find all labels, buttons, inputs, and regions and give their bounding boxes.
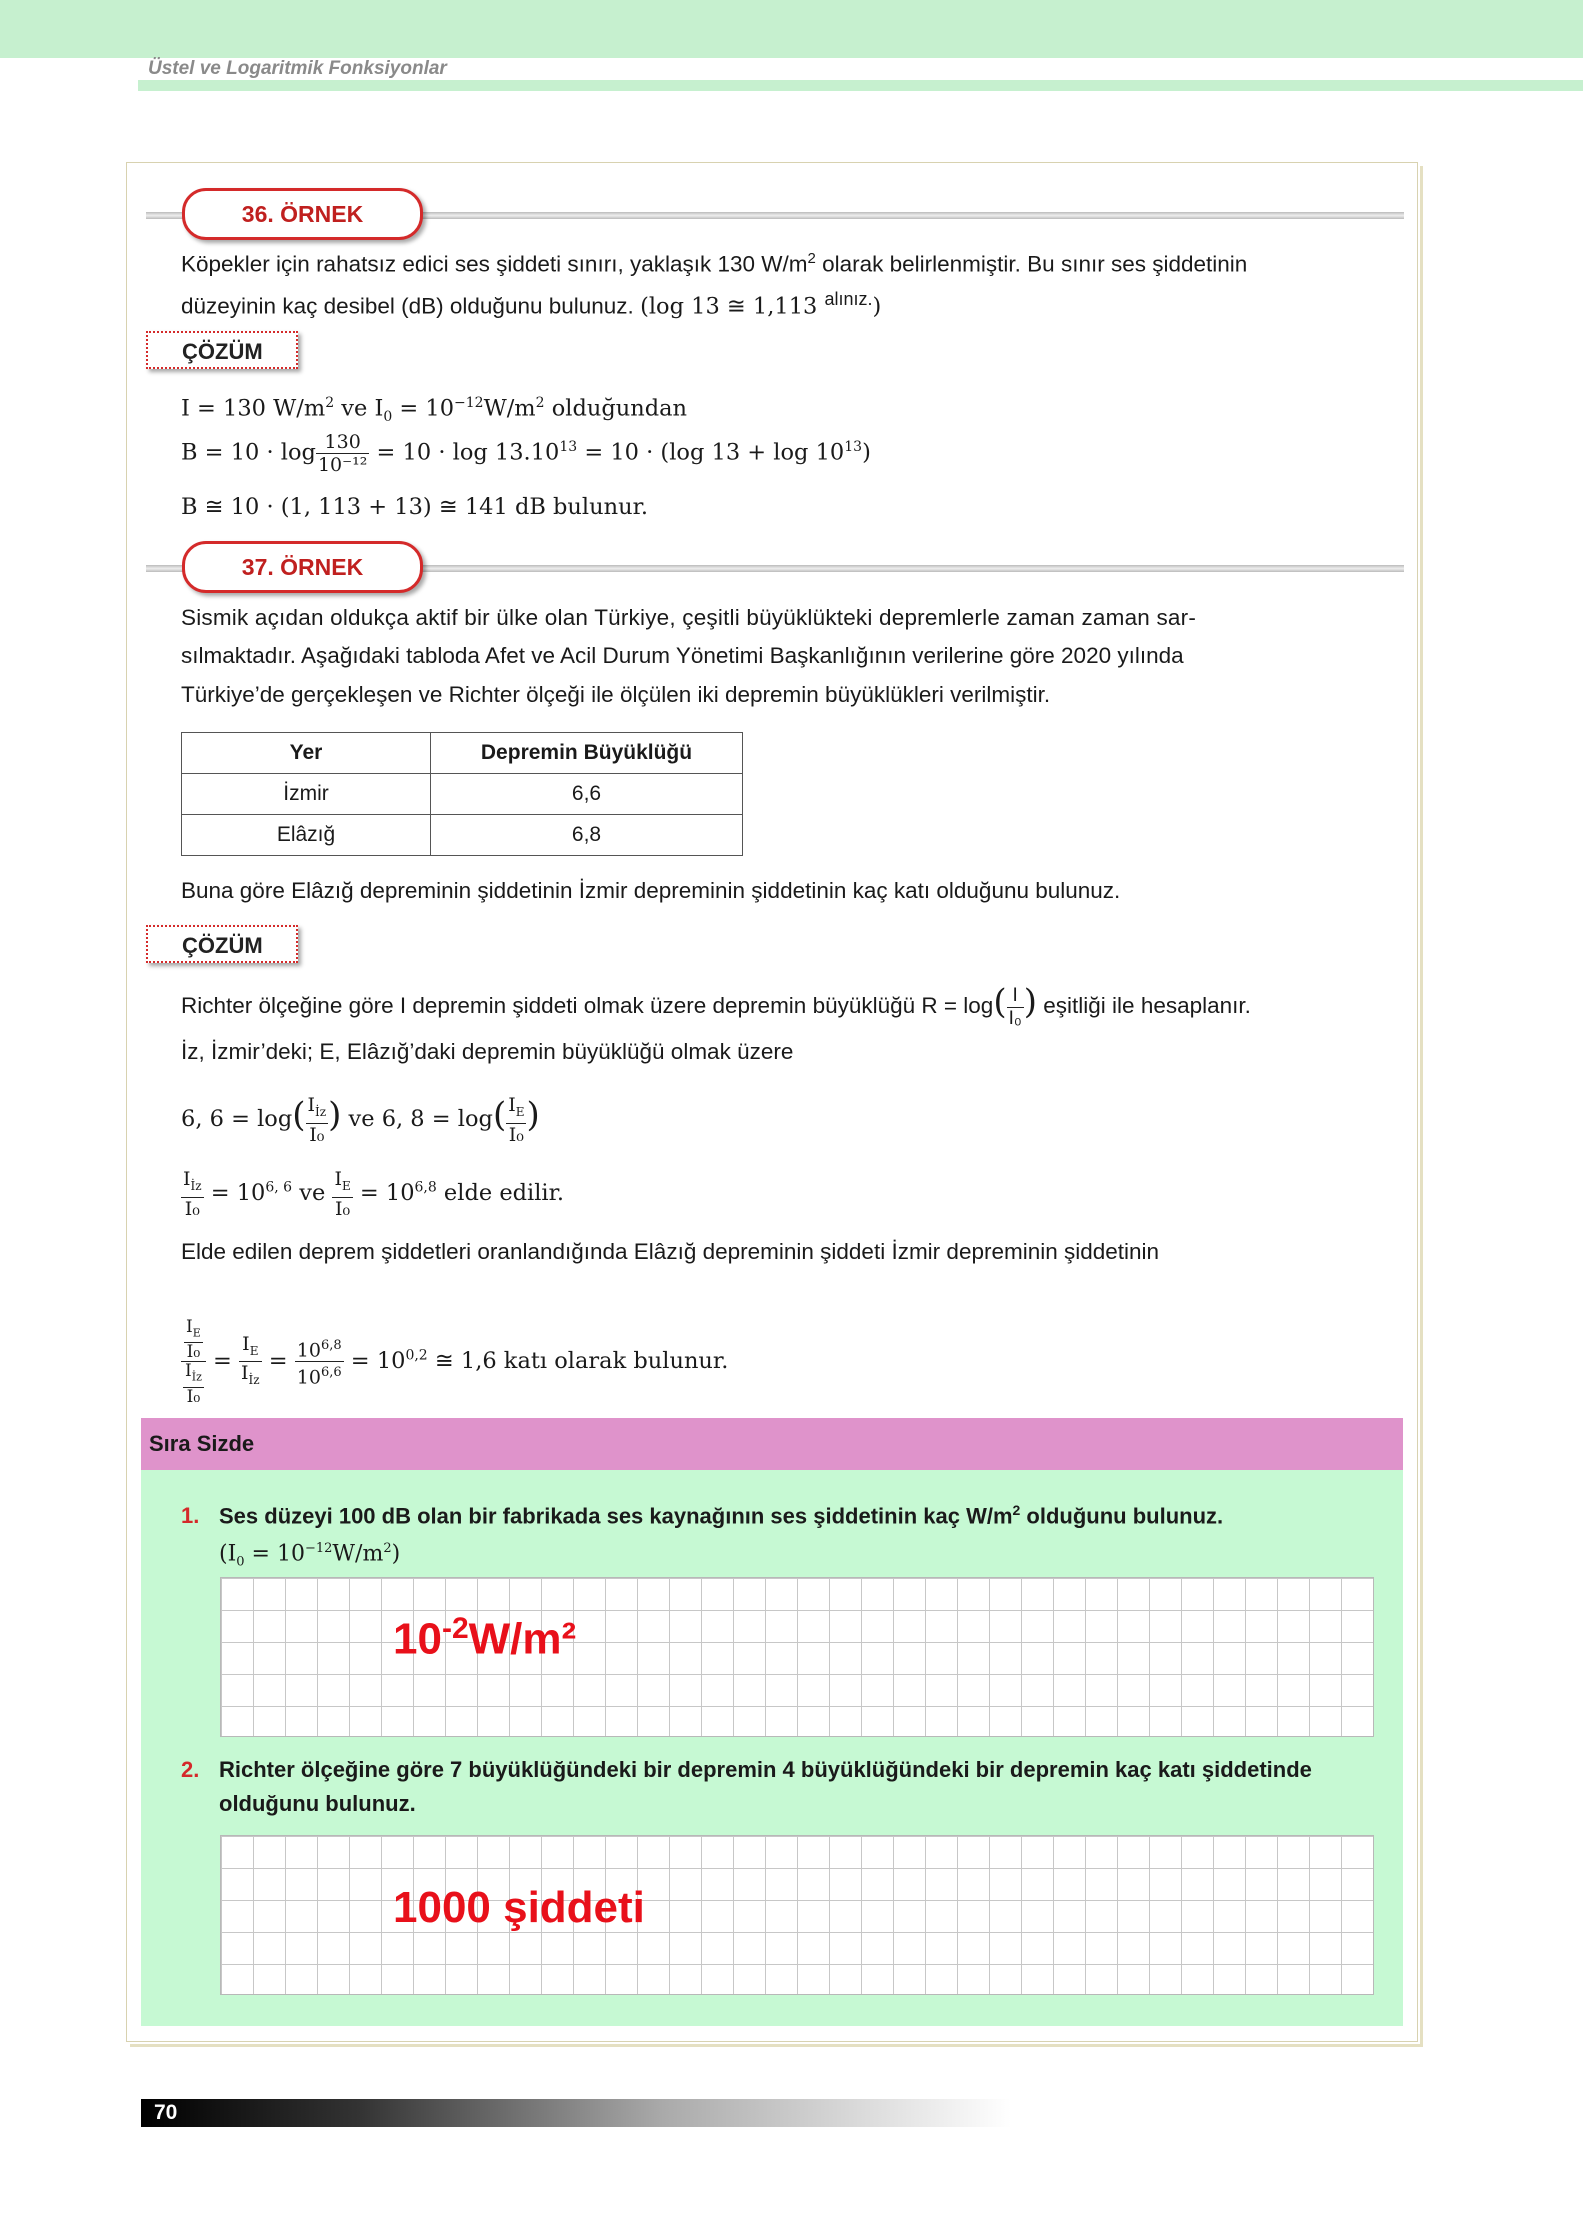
solution-1-equation-2: B = 10 · log $\frac{130}{\text{10⁻¹²}}$ = $10 \cdot \log 13.10^{13} = 10 \cdot (\log$ $13 + \log 10^{13}$): [181, 431, 871, 476]
example-37-text-line3: Türkiye’de gerçekleşen ve Richter ölçeği ile ölçülen iki depremin büyüklükleri verilmiştir.: [181, 682, 1051, 707]
table-row: [182, 815, 743, 856]
practice-question-1: 1. Ses düzeyi 100 dB olan bir fabrikada ses kaynağının ses şiddetinin kaç $W/m^2$ olduğunu bulunuz.: [181, 1502, 1224, 1529]
solution-2-line3: 6, 6 = log( $\frac{I_{İz}}{\text{I₀}}$ ) ve 6, 8 = log( $\frac{I_E}{\text{I₀}}$ ): [181, 1094, 540, 1146]
practice-question-2-line2: olduğunu bulunuz.: [219, 1791, 416, 1816]
example-36-text-line2: düzeyinin kaç desibel (dB) olduğunu bulunuz. (log 13 ≅ 1,113 $^{alınız.}$): [181, 289, 882, 320]
solution-2-line2: İz, İzmir’deki; E, Elâzığ’daki depremin büyüklüğü olmak üzere: [181, 1039, 794, 1064]
solution-2-line4: $\frac{I_{İz}}{\text{I₀}}$ = $10^{6, 6}$ ve $\frac{I_E}{\text{I₀}}$ = $10^{6,8}$ elde edilir.: [183, 1168, 565, 1220]
chapter-title: Üstel ve Logaritmik Fonksiyonlar: [148, 58, 447, 79]
table-cell: İzmir: [182, 774, 431, 815]
practice-question-1-hint: $(I_0 = 10^{-12}W/m^2)$: [219, 1541, 401, 1570]
practice-section-title: Sıra Sizde: [141, 1418, 1403, 1470]
example-36-label: 36. ÖRNEK: [182, 188, 423, 240]
top-color-band: [0, 0, 1583, 58]
header-divider: [138, 80, 1583, 91]
practice-question-2: 2. Richter ölçeğine göre 7 büyüklüğündeki bir depremin 4 büyüklüğündeki bir depremin kaç katı şiddetinde: [181, 1757, 1312, 1782]
solution-2-line6: $\frac{\frac{I_E}{\text{I₀}}}{\frac{I_{İz}}{\text{I₀}}}$ = $\frac{I_E}{I_{İz}}$ = $\frac{10^{6,8}}{10^{6,6}}$ = $10^{0,2}$ ≅ 1,6 katı olarak bulunur.: [181, 1318, 728, 1406]
solution-1-equation-1: I = 130 $W/m^2$ ve $I_0 = 10^{-12}W/m^2$ olduğundan: [181, 395, 688, 425]
table-row: [182, 774, 743, 815]
example-37-question: Buna göre Elâzığ depreminin şiddetinin İzmir depreminin şiddetinin kaç katı olduğunu bulunuz.: [181, 878, 1121, 903]
handwritten-answer-1: $10^{-2}W/m^2$: [393, 1612, 577, 1664]
solution-1-label: ÇÖZÜM: [146, 331, 298, 369]
solution-2-line5: Elde edilen deprem şiddetleri oranlandığında Elâzığ depreminin şiddeti İzmir depreminin şiddetinin: [181, 1239, 1160, 1264]
page-number-bar: [141, 2099, 1011, 2127]
example-37-text-line1: Sismik açıdan oldukça aktif bir ülke olan Türkiye, çeşitli büyüklükteki depremlerle zaman zaman sar-: [181, 605, 1197, 630]
solution-1-equation-3: B ≅ 10 · (1, 113 + 13) ≅ 141 dB bulunur.: [181, 494, 649, 520]
table-header-cell: Yer: [182, 733, 431, 774]
solution-2-label: ÇÖZÜM: [146, 925, 298, 963]
table-header-cell: Depremin Büyüklüğü: [431, 733, 743, 774]
example-37-text-line2: sılmaktadır. Aşağıdaki tabloda Afet ve Acil Durum Yönetimi Başkanlığının verilerine göre 2020 yılında: [181, 643, 1184, 668]
table-header-row: [182, 733, 743, 774]
example-36-text-line1: Köpekler için rahatsız edici ses şiddeti sınırı, yaklaşık 130 $W/m^2$ olarak belirlenmiştir. Bu sınır ses şiddetinin: [181, 250, 1248, 277]
example-37-label: 37. ÖRNEK: [182, 541, 423, 593]
table-cell: 6,8: [431, 815, 743, 856]
handwritten-answer-2: 1000 şiddeti: [393, 1883, 645, 1932]
solution-2-line1: Richter ölçeğine göre I depremin şiddeti olmak üzere depremin büyüklüğü R = log( $\frac{I}{\text{I₀}}$ ) eşitliği ile hesaplanır.: [181, 982, 1251, 1029]
earthquake-table: [181, 732, 743, 856]
table-cell: Elâzığ: [182, 815, 431, 856]
page-number: 70: [154, 2101, 178, 2124]
table-cell: 6,6: [431, 774, 743, 815]
